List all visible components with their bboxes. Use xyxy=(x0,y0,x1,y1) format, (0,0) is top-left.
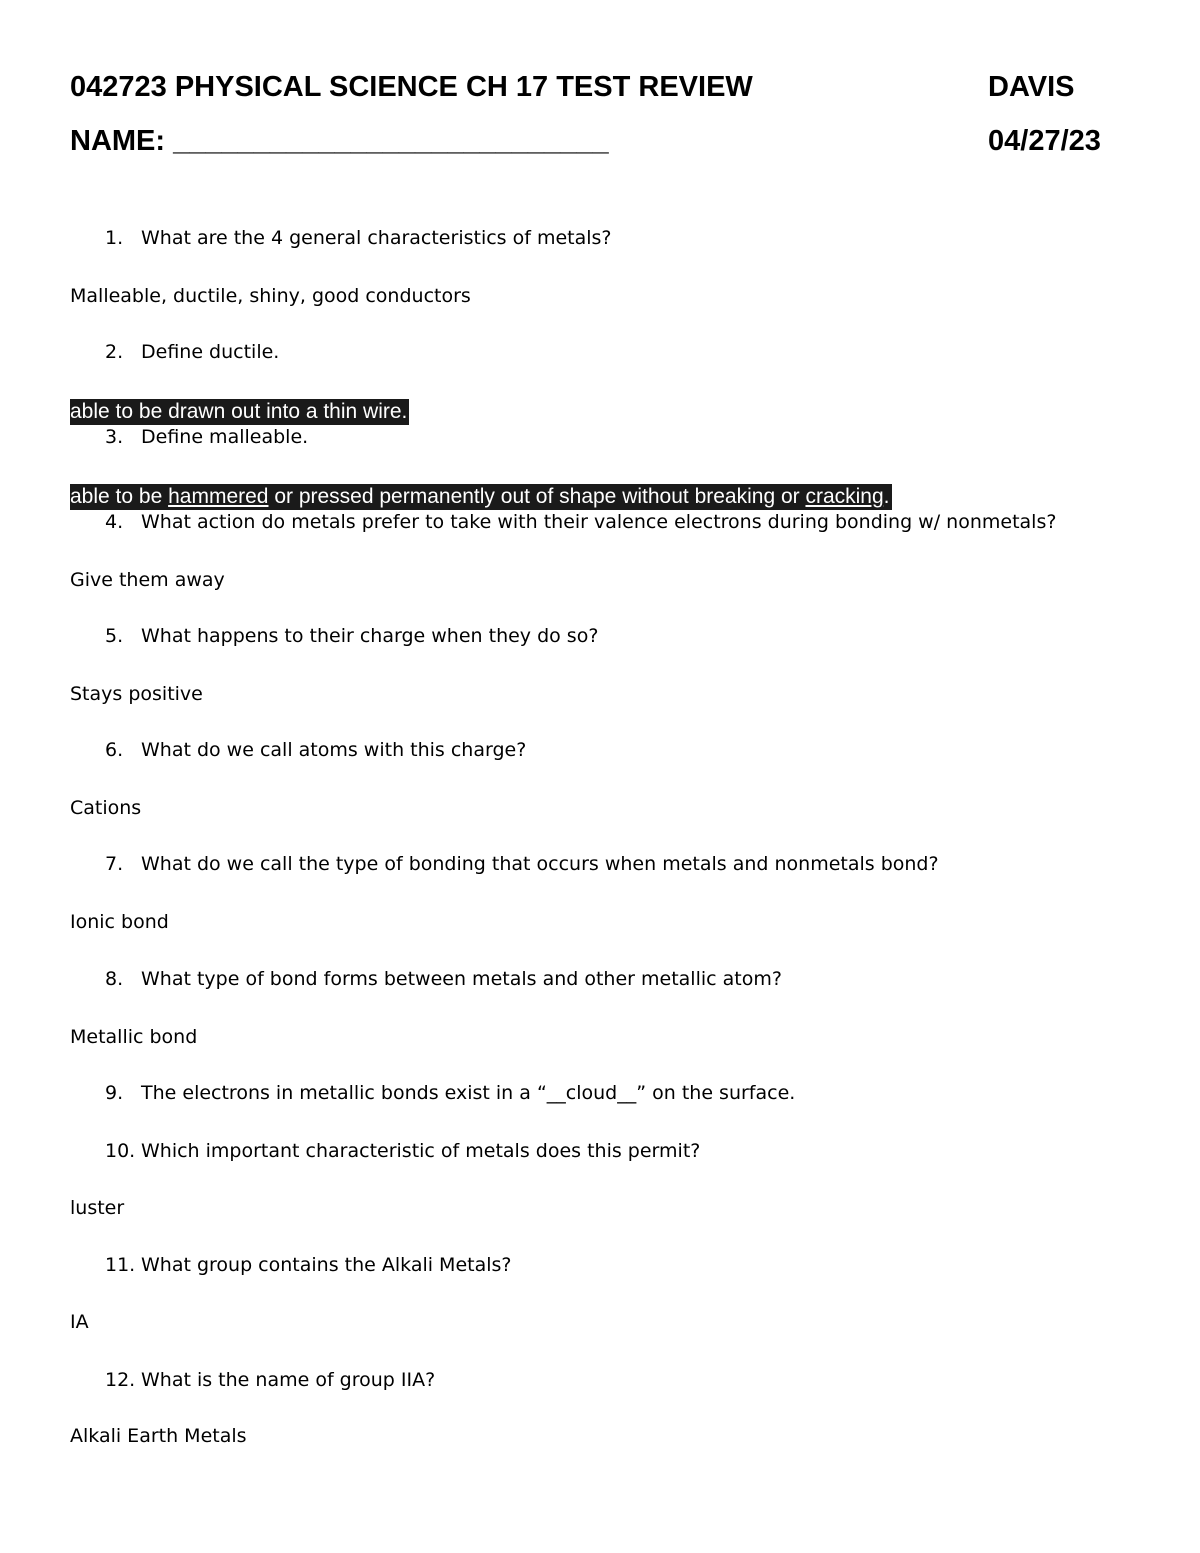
answer-8: Metallic bond xyxy=(70,1026,198,1048)
question-number: 4. xyxy=(105,511,124,533)
answer-7: Ionic bond xyxy=(70,911,169,933)
question-7 xyxy=(105,852,939,876)
question-2 xyxy=(105,340,279,364)
page-title: 042723 PHYSICAL SCIENCE CH 17 TEST REVIEW xyxy=(70,71,753,103)
question-number: 8. xyxy=(105,968,124,990)
question-text: What group contains the Alkali Metals? xyxy=(141,1254,512,1276)
question-text: Define malleable. xyxy=(141,426,309,448)
question-number: 7. xyxy=(105,853,124,875)
question-text: What action do metals prefer to take with their valence electrons during bonding w/ nonmetals? xyxy=(141,511,1057,533)
question-6 xyxy=(105,738,526,762)
question-text: The electrons in metallic bonds exist in a “__cloud__” on the surface. xyxy=(141,1082,796,1104)
question-number: 5. xyxy=(105,625,124,647)
question-number: 9. xyxy=(105,1082,124,1104)
underlined-word: cracking xyxy=(805,485,884,508)
question-10 xyxy=(105,1139,700,1163)
question-text: What are the 4 general characteristics of metals? xyxy=(141,227,612,249)
answer-5: Stays positive xyxy=(70,683,203,705)
question-number: 2. xyxy=(105,341,124,363)
answer-text: or pressed permanently out of shape without breaking or xyxy=(268,485,806,508)
test-date: 04/27/23 xyxy=(988,125,1101,157)
underlined-word: hammered xyxy=(168,485,269,508)
question-9 xyxy=(105,1081,795,1105)
question-number: 3. xyxy=(105,426,124,448)
question-3 xyxy=(105,425,308,449)
answer-6: Cations xyxy=(70,797,142,819)
question-text: What do we call the type of bonding that occurs when metals and nonmetals bond? xyxy=(141,853,939,875)
question-text: What do we call atoms with this charge? xyxy=(141,739,527,761)
question-number: 6. xyxy=(105,739,124,761)
answer-4: Give them away xyxy=(70,569,225,591)
question-1 xyxy=(105,226,612,250)
question-5 xyxy=(105,624,598,648)
question-4 xyxy=(105,510,1056,534)
question-number: 10. xyxy=(105,1140,136,1162)
answer-1: Malleable, ductile, shiny, good conductors xyxy=(70,285,471,307)
question-text: Which important characteristic of metals does this permit? xyxy=(141,1140,701,1162)
question-11 xyxy=(105,1253,512,1277)
question-text: What is the name of group IIA? xyxy=(141,1369,436,1391)
question-8 xyxy=(105,967,782,991)
question-text: What happens to their charge when they do so? xyxy=(141,625,599,647)
question-12 xyxy=(105,1368,435,1392)
question-number: 11. xyxy=(105,1254,136,1276)
answer-text: . xyxy=(883,485,890,508)
answer-11: IA xyxy=(70,1311,89,1333)
answer-text: able to be xyxy=(70,485,169,508)
question-text: What type of bond forms between metals and other metallic atom? xyxy=(141,968,782,990)
answer-10: luster xyxy=(70,1197,125,1219)
student-name-line: NAME: ___________________________ xyxy=(70,125,609,157)
teacher-name: DAVIS xyxy=(988,71,1075,103)
question-text: Define ductile. xyxy=(141,341,280,363)
answer-3-highlighted xyxy=(70,484,892,510)
answer-12: Alkali Earth Metals xyxy=(70,1425,247,1447)
answer-2-highlighted: able to be drawn out into a thin wire. xyxy=(70,400,408,423)
question-number: 12. xyxy=(105,1369,136,1391)
question-number: 1. xyxy=(105,227,124,249)
